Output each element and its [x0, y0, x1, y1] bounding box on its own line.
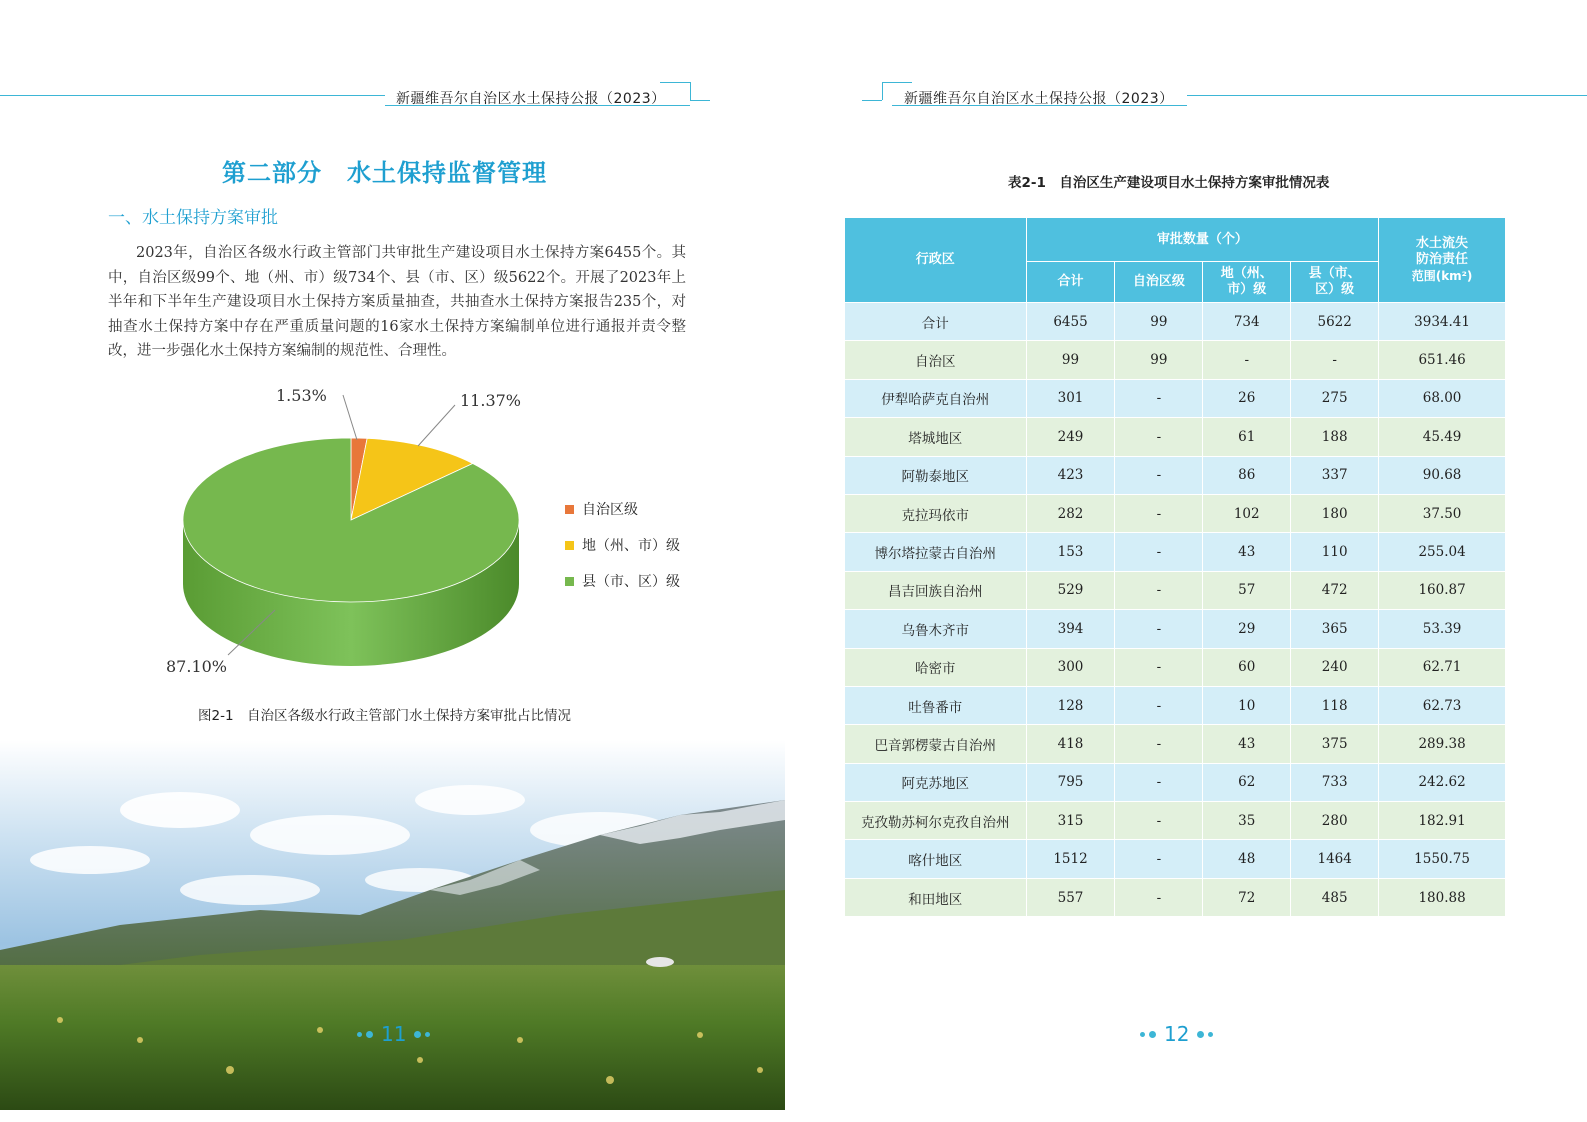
- cell-region: 阿克苏地区: [845, 763, 1027, 801]
- cell-county: 275: [1291, 379, 1379, 417]
- table-row: [845, 840, 1506, 878]
- page-number-left: [357, 1022, 430, 1046]
- cell-county: 472: [1291, 571, 1379, 609]
- cell-total: 6455: [1026, 303, 1115, 341]
- cell-prefecture: 61: [1203, 418, 1291, 456]
- right-header-rule-start: [862, 100, 882, 101]
- cell-area: 90.68: [1379, 456, 1506, 494]
- cell-autonomous: -: [1115, 878, 1203, 916]
- cell-prefecture: 35: [1203, 802, 1291, 840]
- cell-prefecture: 72: [1203, 878, 1291, 916]
- cell-autonomous: 99: [1115, 341, 1203, 379]
- col-prefecture: 地（州、市）级: [1203, 262, 1291, 303]
- cell-county: 240: [1291, 648, 1379, 686]
- cell-region: 克拉玛依市: [845, 494, 1027, 532]
- cell-county: 733: [1291, 763, 1379, 801]
- col-autonomous: 自治区级: [1115, 262, 1203, 303]
- cell-autonomous: -: [1115, 533, 1203, 571]
- cell-total: 128: [1026, 686, 1115, 724]
- cell-autonomous: -: [1115, 456, 1203, 494]
- cell-prefecture: 734: [1203, 303, 1291, 341]
- col-area: [1379, 218, 1506, 303]
- cell-region: 伊犁哈萨克自治州: [845, 379, 1027, 417]
- cell-area: 45.49: [1379, 418, 1506, 456]
- cell-total: 282: [1026, 494, 1115, 532]
- dot-icon: [425, 1032, 430, 1037]
- cell-area: 37.50: [1379, 494, 1506, 532]
- cell-prefecture: 57: [1203, 571, 1291, 609]
- cell-region: 吐鲁番市: [845, 686, 1027, 724]
- legend-item-prefecture: [565, 527, 680, 563]
- cell-autonomous: -: [1115, 494, 1203, 532]
- dot-icon: [366, 1031, 373, 1038]
- right-header-rule: [1187, 95, 1587, 96]
- cell-autonomous: -: [1115, 802, 1203, 840]
- section-title: 一、水土保持方案审批: [108, 208, 278, 228]
- cell-autonomous: -: [1115, 725, 1203, 763]
- legend-swatch: [565, 505, 574, 514]
- cell-prefecture: 26: [1203, 379, 1291, 417]
- cell-region: 和田地区: [845, 878, 1027, 916]
- legend-item-county: [565, 563, 680, 599]
- cell-autonomous: 99: [1115, 303, 1203, 341]
- col-area-line1: 水土流失: [1416, 236, 1469, 251]
- part-title: 第二部分 水土保持监督管理: [222, 159, 547, 187]
- table-row: [845, 802, 1506, 840]
- table-caption: 表2-1 自治区生产建设项目水土保持方案审批情况表: [1008, 175, 1330, 191]
- table-row: [845, 418, 1506, 456]
- pie-leader-line: [418, 405, 455, 446]
- col-region: 行政区: [845, 218, 1027, 303]
- col-county: 县（市、区）级: [1291, 262, 1379, 303]
- cell-area: 62.71: [1379, 648, 1506, 686]
- cell-region: 喀什地区: [845, 840, 1027, 878]
- cell-autonomous: -: [1115, 418, 1203, 456]
- cell-autonomous: -: [1115, 610, 1203, 648]
- cell-prefecture: 60: [1203, 648, 1291, 686]
- cell-prefecture: 43: [1203, 533, 1291, 571]
- cell-county: -: [1291, 341, 1379, 379]
- page-number-text: 12: [1164, 1022, 1190, 1046]
- table-row: [845, 571, 1506, 609]
- cell-area: 180.88: [1379, 878, 1506, 916]
- cell-prefecture: 62: [1203, 763, 1291, 801]
- table-row: [845, 878, 1506, 916]
- cell-total: 394: [1026, 610, 1115, 648]
- cell-total: 301: [1026, 379, 1115, 417]
- cell-county: 1464: [1291, 840, 1379, 878]
- table-row: [845, 648, 1506, 686]
- table-row: [845, 341, 1506, 379]
- legend-swatch: [565, 541, 574, 550]
- page-number-right: [1140, 1022, 1213, 1046]
- cell-county: 280: [1291, 802, 1379, 840]
- cell-county: 337: [1291, 456, 1379, 494]
- cell-total: 249: [1026, 418, 1115, 456]
- cell-total: 529: [1026, 571, 1115, 609]
- legend-label: 自治区级: [582, 502, 638, 518]
- cell-county: 485: [1291, 878, 1379, 916]
- legend-label: 地（州、市）级: [582, 538, 680, 554]
- right-header-rule-top: [882, 82, 912, 83]
- table-row: [845, 379, 1506, 417]
- dot-icon: [414, 1031, 421, 1038]
- landscape-photo: [0, 740, 785, 1110]
- cell-prefecture: 10: [1203, 686, 1291, 724]
- figure-caption: 图2-1 自治区各级水行政主管部门水土保持方案审批占比情况: [198, 708, 572, 724]
- cell-region: 博尔塔拉蒙古自治州: [845, 533, 1027, 571]
- page-number-text: 11: [381, 1022, 407, 1046]
- table-row: [845, 456, 1506, 494]
- chart-legend: [565, 491, 680, 599]
- cell-county: 365: [1291, 610, 1379, 648]
- cell-prefecture: -: [1203, 341, 1291, 379]
- cell-total: 1512: [1026, 840, 1115, 878]
- cell-region: 哈密市: [845, 648, 1027, 686]
- cell-region: 阿勒泰地区: [845, 456, 1027, 494]
- table-row: [845, 533, 1506, 571]
- cell-area: 3934.41: [1379, 303, 1506, 341]
- cell-area: 242.62: [1379, 763, 1506, 801]
- cell-county: 180: [1291, 494, 1379, 532]
- table-row: [845, 763, 1506, 801]
- cell-county: 5622: [1291, 303, 1379, 341]
- cell-total: 557: [1026, 878, 1115, 916]
- cell-area: 53.39: [1379, 610, 1506, 648]
- cell-prefecture: 102: [1203, 494, 1291, 532]
- dot-icon: [1149, 1031, 1156, 1038]
- cell-total: 423: [1026, 456, 1115, 494]
- pie-chart: [0, 0, 785, 740]
- pie-label-county: 87.10%: [166, 657, 228, 676]
- cell-autonomous: -: [1115, 686, 1203, 724]
- pie-leader-line: [343, 395, 357, 440]
- cell-autonomous: -: [1115, 763, 1203, 801]
- table-row: [845, 725, 1506, 763]
- legend-item-autonomous: [565, 491, 680, 527]
- cell-county: 110: [1291, 533, 1379, 571]
- cell-county: 188: [1291, 418, 1379, 456]
- pie-label-prefecture: 11.37%: [460, 391, 522, 410]
- cell-area: 651.46: [1379, 341, 1506, 379]
- cell-region: 乌鲁木齐市: [845, 610, 1027, 648]
- dot-icon: [1197, 1031, 1204, 1038]
- dot-icon: [357, 1032, 362, 1037]
- col-total: 合计: [1026, 262, 1115, 303]
- col-group-approvals: 审批数量（个）: [1026, 218, 1379, 262]
- cell-total: 315: [1026, 802, 1115, 840]
- cell-region: 自治区: [845, 341, 1027, 379]
- cell-autonomous: -: [1115, 840, 1203, 878]
- cell-prefecture: 43: [1203, 725, 1291, 763]
- cell-autonomous: -: [1115, 379, 1203, 417]
- cell-county: 375: [1291, 725, 1379, 763]
- body-paragraph: 2023年，自治区各级水行政主管部门共审批生产建设项目水土保持方案6455个。其中，自治区级99个、地（州、市）级734个、县（市、区）级5622个。开展了2023年上半年和下半年生产建设项目水土保持方案质量抽查，共抽查水土保持方案报告235个，对抽查水土保持方案中存在严重质量问题的16家水土保持方案编制单位进行通报并责令整改，进一步强化水土保持方案编制的规范性、合理性。: [108, 245, 686, 360]
- cell-area: 62.73: [1379, 686, 1506, 724]
- table-row: [845, 494, 1506, 532]
- table-row: [845, 610, 1506, 648]
- cell-prefecture: 29: [1203, 610, 1291, 648]
- cell-total: 418: [1026, 725, 1115, 763]
- table-row: [845, 686, 1506, 724]
- col-area-line2: 防治责任: [1416, 252, 1469, 267]
- cell-area: 1550.75: [1379, 840, 1506, 878]
- cell-autonomous: -: [1115, 571, 1203, 609]
- right-header-rule-v: [882, 82, 883, 100]
- col-area-line3: 范围(km²): [1411, 269, 1473, 283]
- table-row: [845, 303, 1506, 341]
- approval-table: [844, 217, 1506, 917]
- legend-label: 县（市、区）级: [582, 574, 680, 590]
- cell-region: 克孜勒苏柯尔克孜自治州: [845, 802, 1027, 840]
- cell-area: 182.91: [1379, 802, 1506, 840]
- dot-icon: [1140, 1032, 1145, 1037]
- cell-total: 99: [1026, 341, 1115, 379]
- cell-prefecture: 48: [1203, 840, 1291, 878]
- cell-total: 153: [1026, 533, 1115, 571]
- cell-autonomous: -: [1115, 648, 1203, 686]
- pie-label-autonomous: 1.53%: [276, 386, 327, 405]
- cell-area: 68.00: [1379, 379, 1506, 417]
- cell-area: 255.04: [1379, 533, 1506, 571]
- left-header-title: 新疆维吾尔自治区水土保持公报（2023）: [396, 91, 666, 107]
- cell-prefecture: 86: [1203, 456, 1291, 494]
- cell-region: 塔城地区: [845, 418, 1027, 456]
- legend-swatch: [565, 577, 574, 586]
- cell-region: 巴音郭楞蒙古自治州: [845, 725, 1027, 763]
- cell-area: 160.87: [1379, 571, 1506, 609]
- dot-icon: [1208, 1032, 1213, 1037]
- right-header-title: 新疆维吾尔自治区水土保持公报（2023）: [904, 91, 1174, 107]
- cell-total: 300: [1026, 648, 1115, 686]
- cell-total: 795: [1026, 763, 1115, 801]
- cell-region: 昌吉回族自治州: [845, 571, 1027, 609]
- cell-county: 118: [1291, 686, 1379, 724]
- cell-region: 合计: [845, 303, 1027, 341]
- cell-area: 289.38: [1379, 725, 1506, 763]
